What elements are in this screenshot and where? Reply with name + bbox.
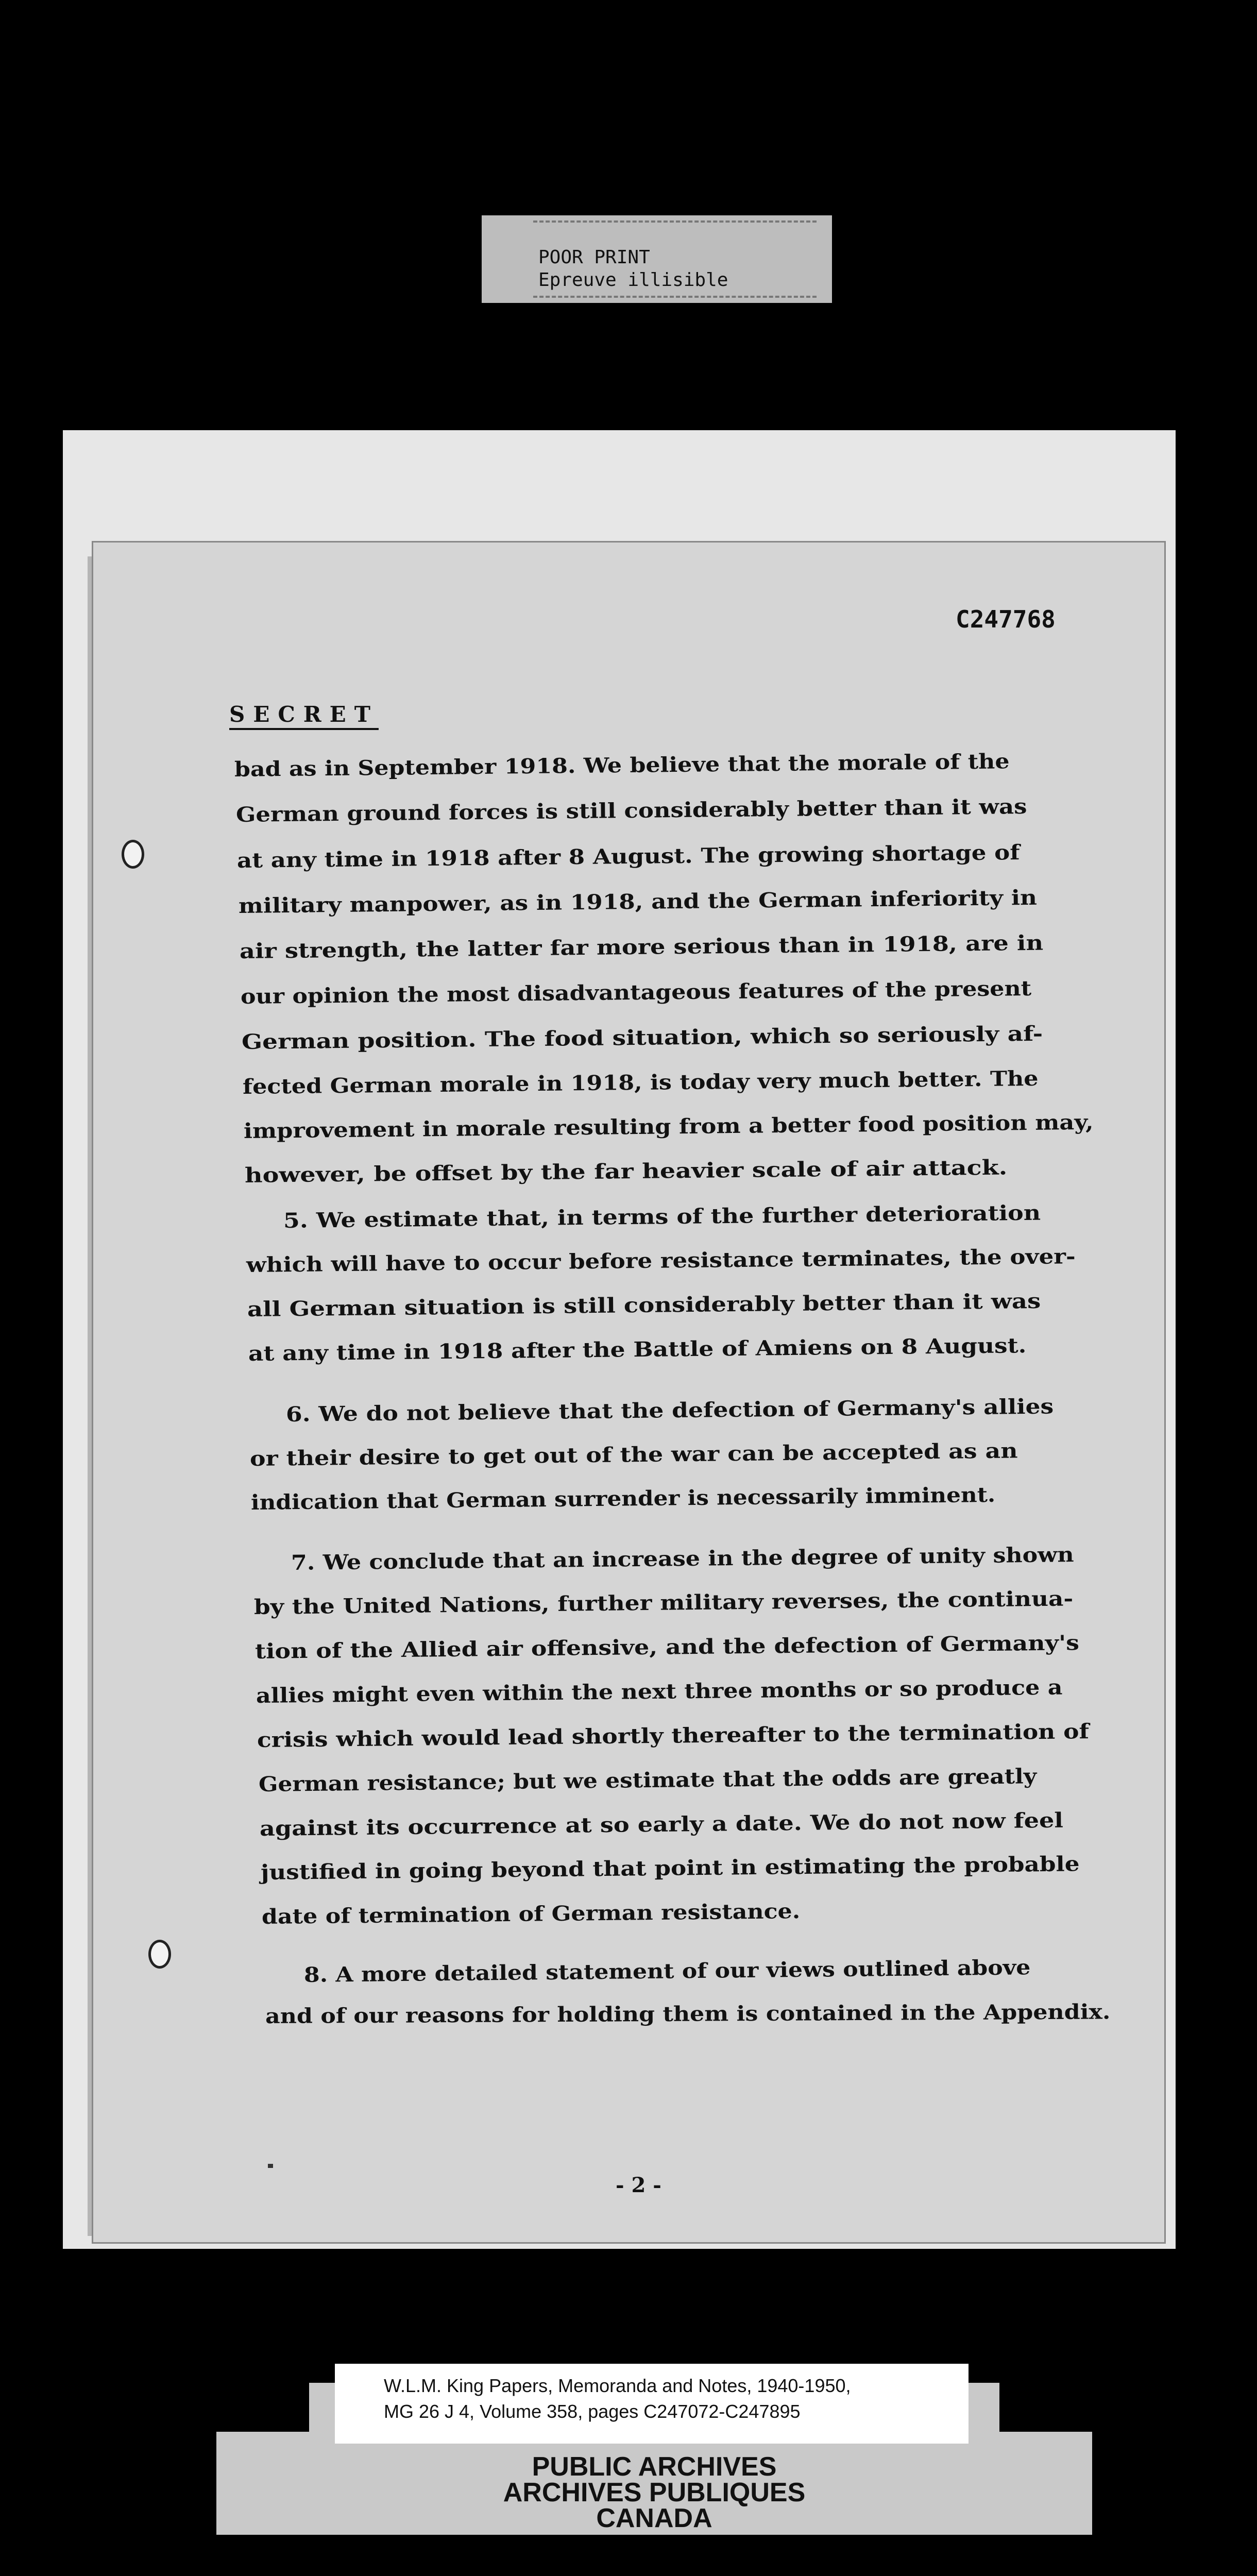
text-line: crisis which would lead shortly thereafter to the termination of — [257, 1719, 1090, 1752]
text-line: 8. A more detailed statement of our views outlined above — [303, 1955, 1031, 1987]
text-line: our opinion the most disadvantageous features of the present — [240, 976, 1032, 1009]
text-line: against its occurrence at so early a date. We do not now feel — [259, 1808, 1064, 1841]
page-number: - 2 - — [616, 2173, 661, 2197]
notice-line-1: POOR PRINT — [538, 247, 650, 268]
text-line: 6. We do not believe that the defection of Germany's allies — [285, 1394, 1054, 1427]
collection-line-2: MG 26 J 4, Volume 358, pages C247072-C247895 — [384, 2401, 801, 2422]
text-line: all German situation is still considerably better than it was — [247, 1289, 1041, 1321]
text-line: date of termination of German resistance. — [261, 1899, 801, 1929]
panel-notch-right — [999, 2383, 1092, 2432]
text-line: 5. We estimate that, in terms of the further deterioration — [283, 1200, 1041, 1233]
poor-print-notice — [482, 215, 832, 303]
document-id: C247768 — [956, 605, 1056, 633]
text-line: indication that German surrender is necessarily imminent. — [250, 1482, 996, 1515]
archives-country: CANADA — [596, 2503, 712, 2533]
notice-line-2: Epreuve illisible — [538, 269, 728, 291]
notice-top-dash — [533, 221, 817, 223]
text-line: improvement in morale resulting from a better food position may, — [243, 1110, 1094, 1143]
text-line: however, be offset by the far heavier scale of air attack. — [244, 1155, 1008, 1188]
classification-heading: SECRET — [229, 702, 379, 727]
text-line: at any time in 1918 after 8 August. The growing shortage of — [236, 840, 1020, 873]
text-line: at any time in 1918 after the Battle of Amiens on 8 August. — [248, 1333, 1027, 1366]
collection-line-1: W.L.M. King Papers, Memoranda and Notes, 1940-1950, — [384, 2375, 851, 2396]
punch-hole-bottom — [148, 1940, 171, 1969]
text-line: German position. The food situation, which so seriously af- — [241, 1021, 1043, 1054]
text-line: 7. We conclude that an increase in the degree of unity shown — [291, 1543, 1074, 1575]
text-line: military manpower, as in 1918, and the German inferiority in — [238, 885, 1038, 918]
text-line: tion of the Allied air offensive, and the defection of Germany's — [254, 1631, 1080, 1664]
text-line: by the United Nations, further military reverses, the continua- — [253, 1586, 1074, 1619]
punch-hole-top — [122, 840, 144, 869]
text-line: allies might even within the next three months or so produce a — [256, 1675, 1063, 1708]
text-line: which will have to occur before resistance terminates, the over- — [246, 1244, 1076, 1277]
text-line: or their desire to get out of the war can be accepted as an — [249, 1438, 1018, 1471]
panel-notch-left — [216, 2383, 309, 2432]
text-line: German ground forces is still considerably better than it was — [235, 794, 1027, 827]
collection-label — [335, 2364, 969, 2444]
text-line: German resistance; but we estimate that the odds are greatly — [258, 1764, 1037, 1797]
page-edge-shadow — [88, 556, 92, 2236]
notice-bottom-dash — [533, 296, 817, 298]
archives-name-en: PUBLIC ARCHIVES — [532, 2452, 777, 2482]
page-speck — [268, 2164, 273, 2168]
text-line: fected German morale in 1918, is today very much better. The — [242, 1066, 1039, 1099]
text-line: bad as in September 1918. We believe that the morale of the — [234, 749, 1010, 782]
text-line: and of our reasons for holding them is contained in the Appendix. — [265, 1999, 1111, 2028]
archives-name-fr: ARCHIVES PUBLIQUES — [503, 2478, 806, 2507]
text-line: justified in going beyond that point in estimating the probable — [260, 1852, 1080, 1885]
text-line: air strength, the latter far more serious than in 1918, are in — [239, 930, 1044, 963]
